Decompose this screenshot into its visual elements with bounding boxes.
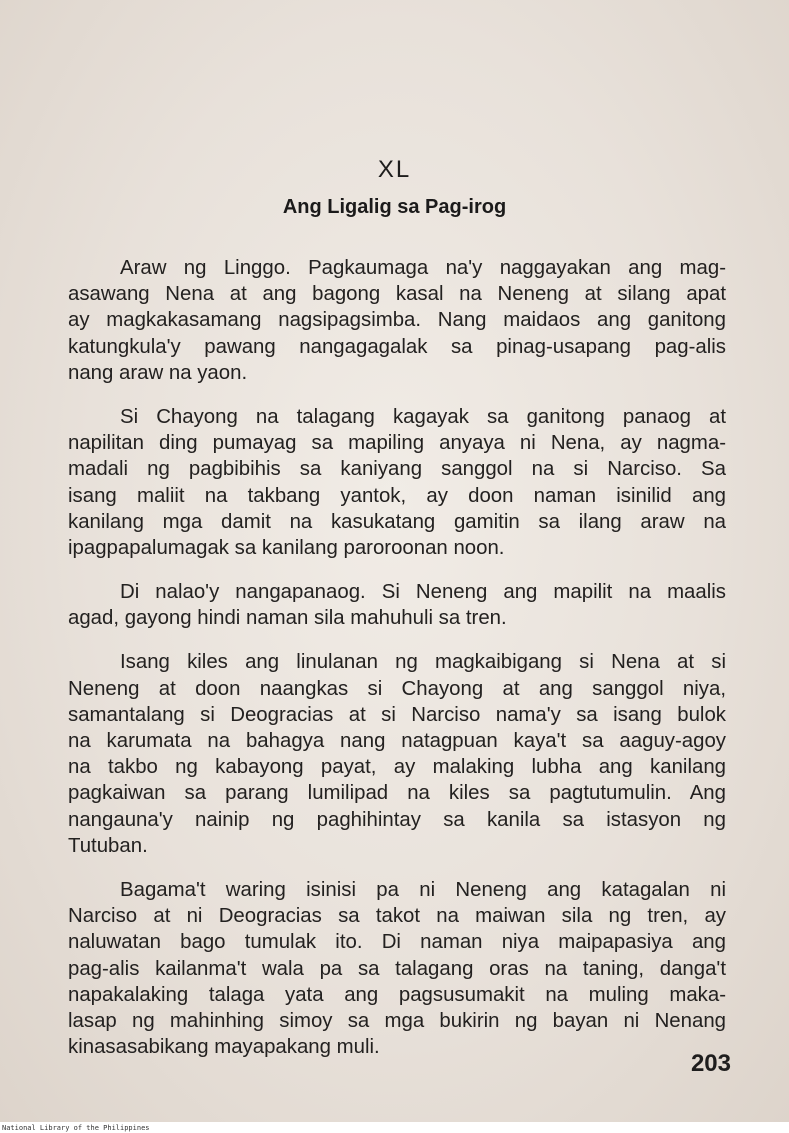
text-line: Si Chayong na talagang kagayak sa ganitong panaog at xyxy=(120,405,726,428)
text-line: madali ng pagbibihis sa kaniyang sanggol na si Narciso. Sa xyxy=(68,458,726,481)
text-line: pag-alis kailanma't wala pa sa talagang oras na taning, danga't xyxy=(68,957,726,980)
paragraph xyxy=(68,255,726,386)
text-line: naluwatan bago tumulak ito. Di naman niya maipapasiya ang xyxy=(68,931,726,954)
page-number: 203 xyxy=(690,1050,731,1077)
text-line: Bagama't waring isinisi pa ni Neneng ang katagalan ni xyxy=(120,878,726,901)
text-line: na takbo ng kabayong payat, ay malaking lubha ang kanilang xyxy=(68,756,726,779)
text-line: lasap ng mahinhing simoy sa mga bukirin ng bayan ni Nenang xyxy=(68,1009,726,1032)
text-line: nang araw na yaon. xyxy=(68,361,248,384)
paragraph xyxy=(68,404,726,561)
text-line: Tutuban. xyxy=(68,834,148,857)
text-line: kanilang mga damit na kasukatang gamitin sa ilang araw na xyxy=(68,510,726,533)
text-line: Di nalao'y nangapanaog. Si Neneng ang mapilit na maalis xyxy=(120,581,726,604)
text-line: pagkaiwan sa parang lumilipad na kiles sa pagtutumulin. Ang xyxy=(68,782,726,805)
library-watermark: National Library of the Philippines xyxy=(2,1124,150,1132)
chapter-number: XL xyxy=(377,156,412,183)
paragraph xyxy=(68,877,726,1060)
text-line: napilitan ding pumayag sa mapiling anyaya ni Nena, ay nagma- xyxy=(68,432,726,455)
chapter-title: Ang Ligalig sa Pag-irog xyxy=(282,196,507,218)
text-line: Araw ng Linggo. Pagkaumaga na'y naggayakan ang mag- xyxy=(120,257,726,279)
text-line: samantalang si Deogracias at si Narciso nama'y sa isang bulok xyxy=(68,703,726,726)
text-line: nangauna'y nainip ng paghihintay sa kanila sa istasyon ng xyxy=(68,808,726,831)
text-line: katungkula'y pawang nangagagalak sa pinag-usapang pag-alis xyxy=(68,335,726,358)
text-line: kinasasabikang mayapakang muli. xyxy=(68,1036,380,1059)
text-line: ay magkakasamang nagsipagsimba. Nang maidaos ang ganitong xyxy=(68,309,726,332)
text-line: ipagpapalumagak sa kanilang paroroonan noon. xyxy=(68,536,505,559)
text-line: agad, gayong hindi naman sila mahuhuli sa tren. xyxy=(68,607,507,630)
text-line: isang maliit na takbang yantok, ay doon naman isinilid ang xyxy=(68,484,726,507)
text-line: Isang kiles ang linulanan ng magkaibigang si Nena at si xyxy=(120,651,726,674)
paragraph xyxy=(68,649,726,859)
text-line: napakalaking talaga yata ang pagsusumakit na muling maka- xyxy=(68,983,726,1006)
chapter-body xyxy=(68,255,726,1060)
text-line: na karumata na bahagya nang natagpuan kaya't sa aaguy-agoy xyxy=(68,730,726,752)
paragraph xyxy=(68,579,726,631)
text-line: Neneng at doon naangkas si Chayong at ang sanggol niya, xyxy=(68,677,726,700)
text-line: asawang Nena at ang bagong kasal na Neneng at silang apat xyxy=(68,283,726,306)
text-line: Narciso at ni Deogracias sa takot na maiwan sila ng tren, ay xyxy=(68,905,726,928)
